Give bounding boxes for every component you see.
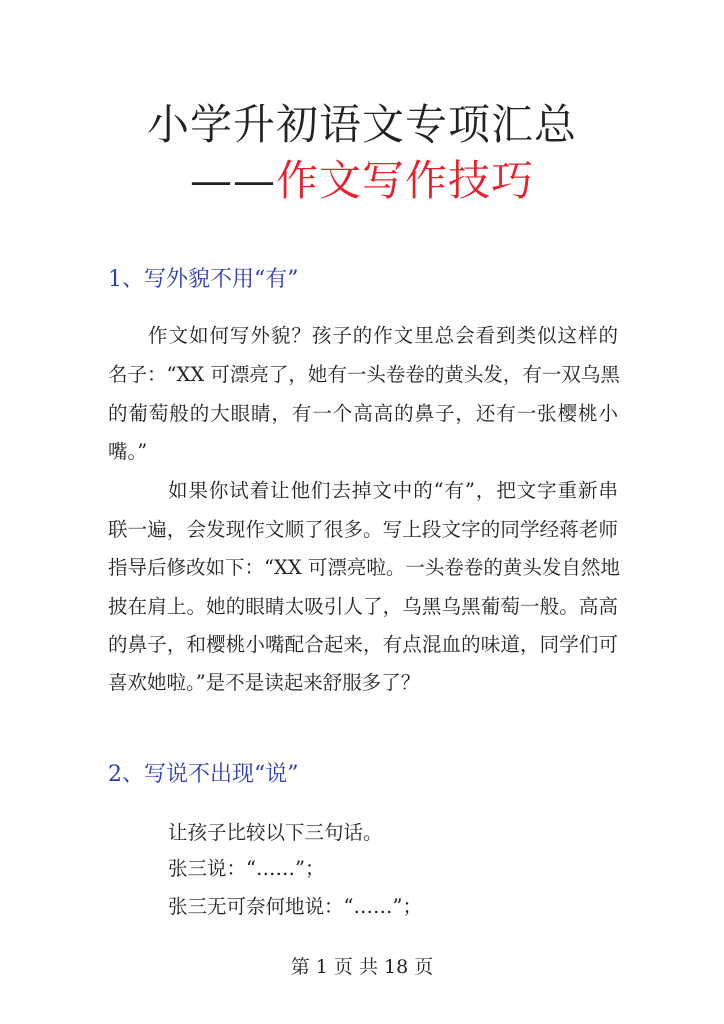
subtitle-dash: —— <box>189 156 276 205</box>
subtitle-text: 作文写作技巧 <box>275 156 534 205</box>
paragraph-line: 让孩子比较以下三句话。 <box>168 821 383 844</box>
paragraph-line: 披在肩上。她的眼睛太吸引人了，乌黑乌黑葡萄一般。高高 <box>108 595 618 618</box>
paragraph-line: 如果你试着让他们去掉文中的“有”，把文字重新串 <box>168 479 618 502</box>
page-footer: 第 1 页 共 18 页 <box>290 956 434 978</box>
paragraph-line: 嘴。” <box>108 440 148 463</box>
paragraph-line: 联一遍，会发现作文顺了很多。写上段文字的同学经蒋老师 <box>108 518 618 541</box>
paragraph-line: 的葡萄般的大眼睛，有一个高高的鼻子，还有一张樱桃小 <box>108 402 618 425</box>
paragraph-line: 的鼻子，和樱桃小嘴配合起来，有点混血的味道，同学们可 <box>108 633 618 656</box>
document-subtitle <box>0 148 724 208</box>
document-title: 小学升初语文专项汇总 <box>146 100 577 149</box>
paragraph-line: 喜欢她啦。”是不是读起来舒服多了？ <box>108 671 421 694</box>
section-heading-1: 1、写外貌不用“有” <box>108 267 299 292</box>
paragraph-line: 张三无可奈何地说：“……”； <box>168 895 422 918</box>
paragraph-line: 指导后修改如下：“XX 可漂亮啦。一头卷卷的黄头发自然地 <box>108 556 620 579</box>
paragraph-line: 作文如何写外貌？孩子的作文里总会看到类似这样的 <box>148 324 618 347</box>
paragraph-line: 张三说：“……”； <box>168 857 325 880</box>
section-heading-2: 2、写说不出现“说” <box>108 762 299 787</box>
paragraph-line: 名子：“XX 可漂亮了，她有一头卷卷的黄头发，有一双乌黑 <box>108 363 620 386</box>
